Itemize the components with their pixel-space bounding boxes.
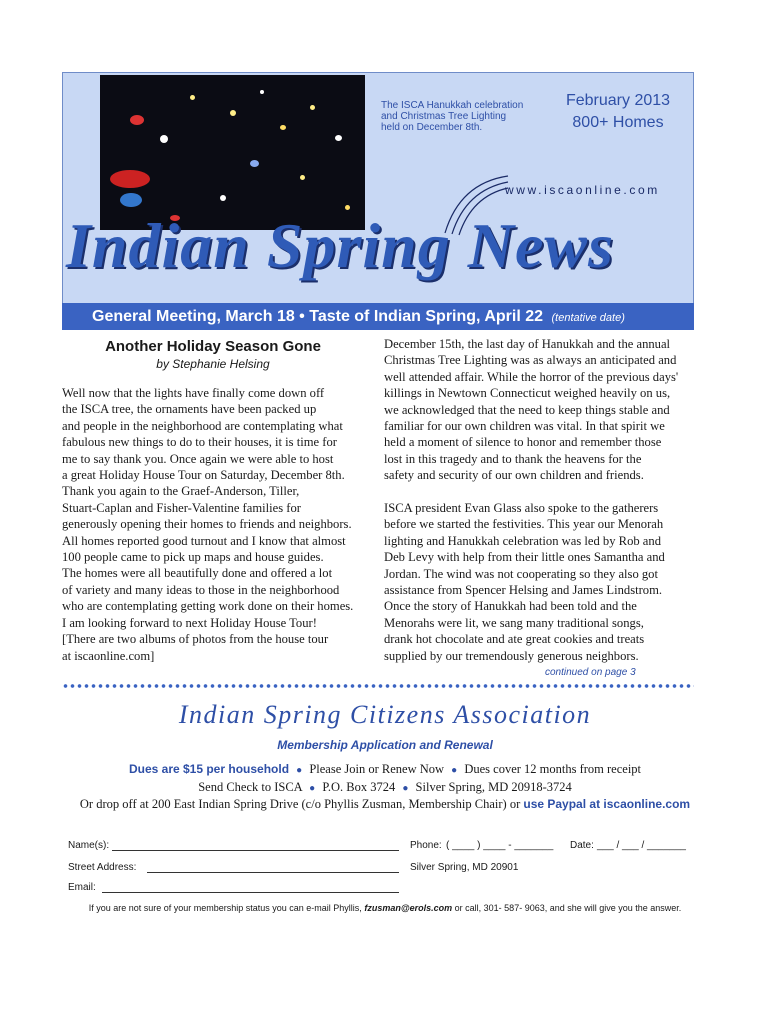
text-line: safety and security of our own children and friends. xyxy=(384,468,644,483)
send-line xyxy=(0,780,770,795)
text-line: generously opening their homes to friends and neighbors. xyxy=(62,517,352,532)
text-line: well attended affair. While the horror of the previous days' xyxy=(384,369,679,384)
send-to: Send Check to ISCA xyxy=(198,780,303,794)
city-zip: Silver Spring, MD 20918-3724 xyxy=(415,780,572,794)
text-line: the ISCA tree, the ornaments have been packed up xyxy=(62,402,317,417)
phone-field[interactable]: ( ____ ) ____ - _______ xyxy=(446,840,554,851)
dotted-divider xyxy=(62,683,694,689)
text-line: The homes were all beautifully done and offered a lot xyxy=(62,566,333,581)
text-line: lost in this tragedy and to thank the heavens for the xyxy=(384,451,642,466)
text-line: 100 people came to pick up maps and house guides. xyxy=(62,550,324,565)
association-name: Indian Spring Citizens Association xyxy=(178,700,592,729)
street-field[interactable] xyxy=(147,872,399,873)
dues-line xyxy=(0,762,770,777)
text-line: December 15th, the last day of Hanukkah and the annual xyxy=(384,337,671,351)
city-value: Silver Spring, MD 20901 xyxy=(410,862,519,873)
text-line: held a moment of silence to honor and remember those xyxy=(384,435,662,450)
text-line: a great Holiday House Tour on Saturday, December 8th. xyxy=(62,468,345,483)
text-line: killings in Newtown Connecticut weighed heavily on us, xyxy=(384,386,671,401)
names-field[interactable] xyxy=(112,850,399,851)
text-line: before we started the festivities. This year our Menorah xyxy=(384,517,664,532)
caption-line: The ISCA Hanukkah celebration xyxy=(381,100,524,111)
street-label: Street Address: xyxy=(68,862,137,873)
text-line: we acknowledged that the need to keep things stable and xyxy=(384,402,670,417)
membership-heading: Membership Application and Renewal xyxy=(277,738,493,752)
text-line: Well now that the lights have finally come down off xyxy=(62,386,325,400)
caption-line: held on December 8th. xyxy=(381,122,483,133)
text-line: Thank you again to the Graef-Anderson, Tiller, xyxy=(62,484,300,499)
phone-label: Phone: xyxy=(410,840,442,851)
text-line: at iscaonline.com] xyxy=(62,648,155,663)
banner-tentative: (tentative date) xyxy=(551,312,625,324)
dues-join: Please Join or Renew Now xyxy=(309,762,445,776)
text-line: fabulous new things to do to their houses, it is time for xyxy=(62,435,337,450)
continued-note: continued on page 3 xyxy=(545,667,636,678)
paypal-link[interactable]: use Paypal at iscaonline.com xyxy=(523,797,691,811)
article-right-column-p1 xyxy=(384,336,678,484)
banner-text: General Meeting, March 18 • Taste of Indian Spring, April 22 xyxy=(92,308,544,325)
date-field[interactable]: ___ / ___ / _______ xyxy=(597,840,686,851)
text-line: drank hot chocolate and ate great cookies and treats xyxy=(384,632,645,647)
text-line: me to say thank you. Once again we were able to host xyxy=(62,451,334,466)
newsletter-title: Indian Spring News xyxy=(66,210,614,281)
text-line: familiar for our own children was vital. In that spirit we xyxy=(384,419,665,434)
email-label: Email: xyxy=(68,882,96,893)
issue-date: February 2013 xyxy=(565,92,671,109)
dues-cover: Dues cover 12 months from receipt xyxy=(464,762,642,776)
footer-text-before: If you are not sure of your membership status you can e-mail Phyllis, xyxy=(88,903,362,913)
text-line: Deb Levy with help from their little ones Samantha and xyxy=(384,550,665,565)
article-right-column-p2 xyxy=(384,500,665,664)
homes-count: 800+ Homes xyxy=(572,114,664,131)
bullet-icon: ● xyxy=(451,765,458,776)
footer-text-after: or call, 301- 587- 9063, and she will give you the answer. xyxy=(454,903,682,913)
text-line: Stuart-Caplan and Fisher-Valentine families for xyxy=(62,500,301,515)
text-line: I am looking forward to next Holiday House Tour! xyxy=(62,615,317,630)
events-banner xyxy=(62,303,694,330)
text-line: Jordan. The wind was not cooperating so they also got xyxy=(384,566,658,581)
text-line: who are contemplating getting work done on their homes. xyxy=(62,599,354,614)
text-line: lighting and Hanukkah celebration was led by Rob and xyxy=(384,533,661,548)
website-url[interactable]: www.iscaonline.com xyxy=(505,183,660,197)
text-line: [There are two albums of photos from the house tour xyxy=(62,632,329,647)
issue-info xyxy=(548,90,688,134)
contact-email[interactable]: fzusman@erols.com xyxy=(364,903,453,913)
dues-amount: Dues are $15 per household xyxy=(128,762,290,776)
text-line: Christmas Tree Lighting was as always an anticipated and xyxy=(384,353,677,368)
bullet-icon: ● xyxy=(296,765,303,776)
article-title: Another Holiday Season Gone xyxy=(105,338,321,355)
names-label: Name(s): xyxy=(68,840,110,851)
footer-note xyxy=(0,903,770,913)
dropoff-text: Or drop off at 200 East Indian Spring Drive (c/o Phyllis Zusman, Membership Chair) or xyxy=(79,797,521,811)
text-line: of variety and many ideas to those in the neighborhood xyxy=(62,582,340,597)
text-line: ISCA president Evan Glass also spoke to the gatherers xyxy=(384,501,659,515)
po-box: P.O. Box 3724 xyxy=(322,780,396,794)
text-line: Once the story of Hanukkah had been told and the xyxy=(384,599,637,614)
article-left-column xyxy=(62,385,353,664)
text-line: and people in the neighborhood are contemplating what xyxy=(62,418,343,433)
article-byline: by Stephanie Helsing xyxy=(156,357,270,371)
text-line: Menorahs were lit, we sang many traditional songs, xyxy=(384,615,644,630)
email-field[interactable] xyxy=(102,892,399,893)
bullet-icon: ● xyxy=(402,783,409,794)
dropoff-line xyxy=(0,797,770,812)
date-label: Date: xyxy=(570,840,594,851)
text-line: All homes reported good turnout and I know that almost xyxy=(62,533,346,548)
caption-line: and Christmas Tree Lighting xyxy=(381,111,507,122)
photo-caption xyxy=(381,100,541,133)
text-line: supplied by our tremendously generous neighbors. xyxy=(384,648,639,663)
text-line: assistance from Spencer Helsing and James Lindstrom. xyxy=(384,583,663,598)
bullet-icon: ● xyxy=(309,783,316,794)
